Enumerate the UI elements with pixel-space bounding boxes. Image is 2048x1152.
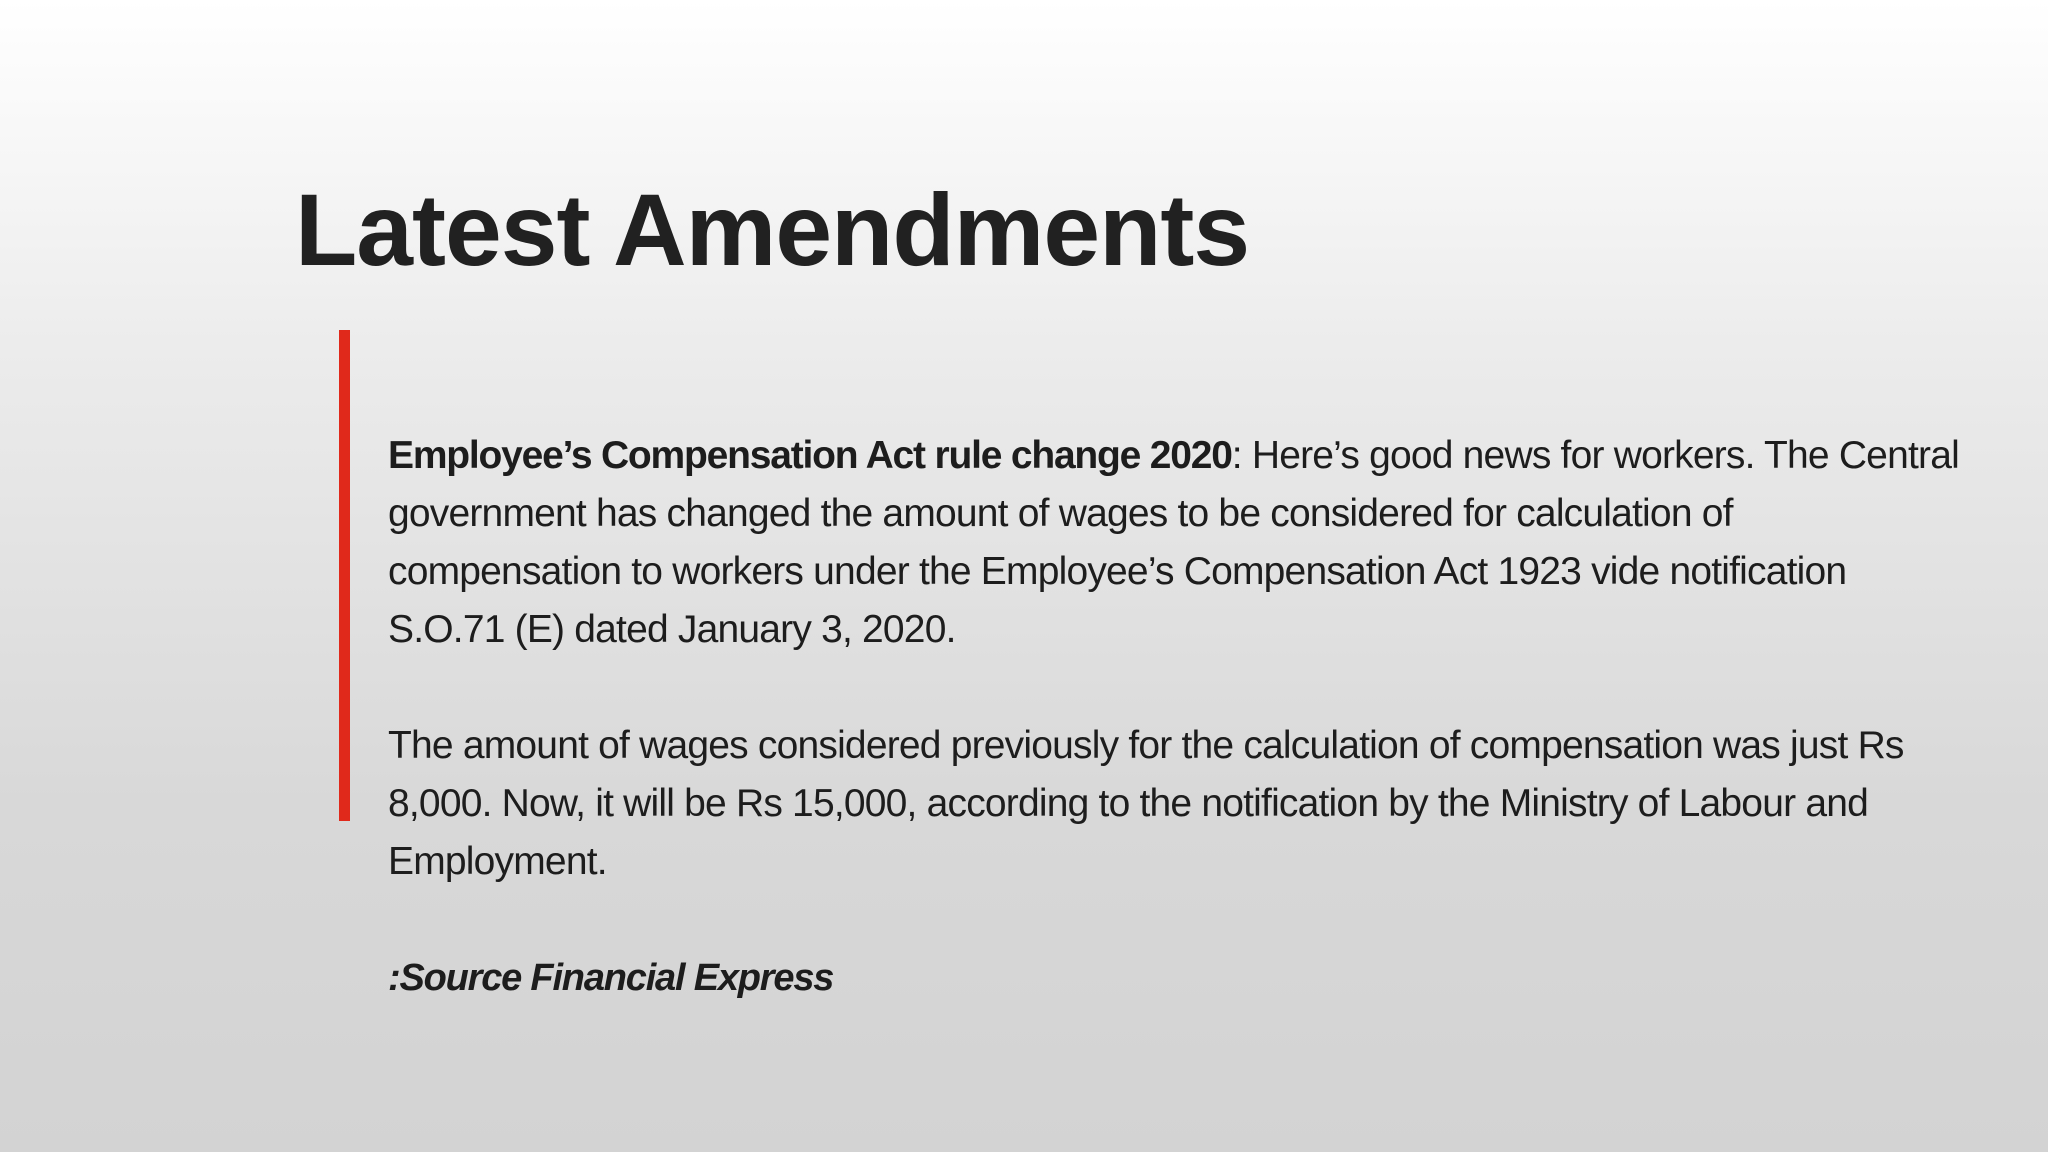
paragraph-intro-text: Here’s good news for workers. The Central government has changed the amount of wages to be considered for calculation of compensation to workers under the Employee’s Compensation Act 1923 vide notification S.O.71 (E) dated January 3, 2020.: [388, 434, 1959, 651]
paragraph-intro: [388, 427, 1968, 659]
source-credit: :Source Financial Express: [388, 957, 834, 999]
paragraph-wages: The amount of wages considered previously for the calculation of compensation was just Rs 8,000. Now, it will be Rs 15,000, according to the notification by the Ministry of Labour and Employment.: [388, 724, 1904, 883]
paragraph-separator: :: [1231, 434, 1242, 477]
slide-title: Latest Amendments: [295, 173, 1250, 287]
paragraph-lead: Employee’s Compensation Act rule change 2020: [388, 434, 1232, 477]
slide-content: [388, 427, 1968, 1007]
accent-bar: [339, 330, 350, 821]
